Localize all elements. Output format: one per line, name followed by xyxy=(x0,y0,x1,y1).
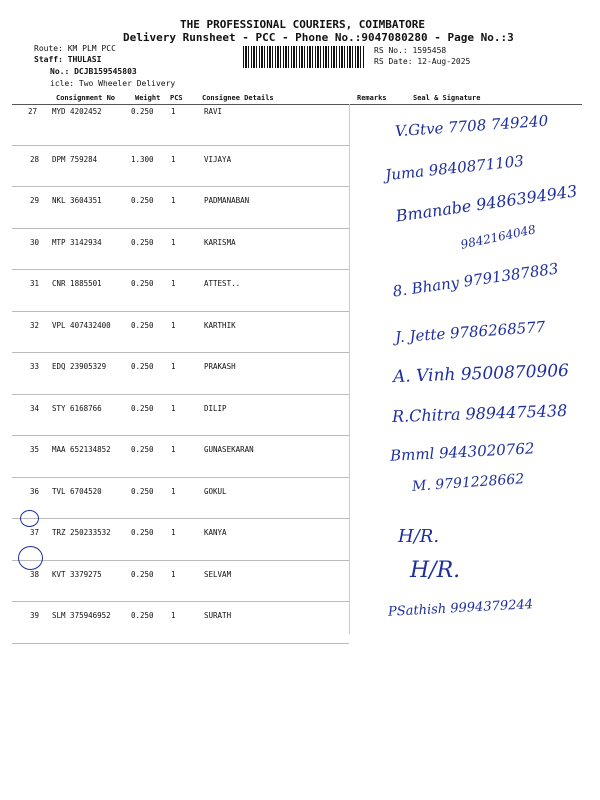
company-name: THE PROFESSIONAL COURIERS, COIMBATORE xyxy=(180,18,426,31)
consignee-name: KARISMA xyxy=(204,237,236,247)
pen-circle-mark xyxy=(18,546,43,570)
pcs-value: 1 xyxy=(171,320,176,330)
col-consignment-no: Consignment No xyxy=(56,94,116,102)
consignee-name: DILIP xyxy=(204,403,227,413)
rs-number: RS No.: 1595458 xyxy=(374,46,447,55)
weight-value: 0.250 xyxy=(131,320,154,330)
serial-number: 31 xyxy=(30,279,40,288)
handwritten-signature: V.Gtve 7708 749240 xyxy=(394,111,549,141)
col-remarks: Remarks xyxy=(357,94,387,102)
consignment-number: CNR 1885501 xyxy=(52,279,102,288)
consignment-number: NKL 3604351 xyxy=(52,196,102,205)
runsheet-subtitle: Delivery Runsheet - PCC - Phone No.:9047080280 - Page No.:3 xyxy=(123,31,514,44)
row-divider xyxy=(12,560,349,561)
weight-value: 0.250 xyxy=(131,279,154,288)
consignment-number: STY 6168766 xyxy=(52,403,102,413)
pcs-value: 1 xyxy=(171,279,176,288)
pcs-value: 1 xyxy=(171,528,176,537)
serial-number: 38 xyxy=(30,569,40,579)
consignee-name: KARTHIK xyxy=(204,320,236,330)
consignee-name: KANYA xyxy=(204,528,227,537)
doc-number: No.: DCJB159545803 xyxy=(50,67,137,76)
consignee-name: VIJAYA xyxy=(204,154,232,164)
handwritten-signature: 9842164048 xyxy=(459,221,537,252)
consignment-number: EDQ 23905329 xyxy=(52,362,107,371)
row-divider xyxy=(12,518,349,519)
consignee-name: GOKUL xyxy=(204,486,227,496)
serial-number: 29 xyxy=(30,196,40,205)
weight-value: 1.300 xyxy=(131,154,154,164)
consignment-number: VPL 407432400 xyxy=(52,320,111,330)
consignment-number: TRZ 250233532 xyxy=(52,528,111,537)
handwritten-signature: 8. Bhany 9791387883 xyxy=(391,259,560,301)
handwritten-signature: J. Jette 9786268577 xyxy=(394,317,546,346)
consignment-number: MAA 652134852 xyxy=(52,445,111,454)
consignee-name: GUNASEKARAN xyxy=(204,445,254,454)
pcs-value: 1 xyxy=(171,237,176,247)
weight-value: 0.250 xyxy=(131,403,154,413)
serial-number: 32 xyxy=(30,320,40,330)
serial-number: 34 xyxy=(30,403,40,413)
col-seal-signature: Seal & Signature xyxy=(413,94,481,102)
col-pcs: PCS xyxy=(170,94,183,102)
consignment-number: KVT 3379275 xyxy=(52,569,102,579)
consignee-name: RAVI xyxy=(204,107,223,116)
row-divider xyxy=(12,186,349,187)
pcs-value: 1 xyxy=(171,196,176,205)
consignee-name: PRAKASH xyxy=(204,362,236,371)
row-divider xyxy=(12,311,349,312)
serial-number: 33 xyxy=(30,362,40,371)
handwritten-signature: R.Chitra 9894475438 xyxy=(391,400,568,426)
consignee-name: SURATH xyxy=(204,611,232,620)
consignment-number: DPM 759284 xyxy=(52,154,98,164)
handwritten-signature: Bmanabe 9486394943 xyxy=(394,181,579,226)
handwritten-signature: Juma 9840871103 xyxy=(384,151,525,184)
weight-value: 0.250 xyxy=(131,611,154,620)
consignee-name: SELVAM xyxy=(204,569,232,579)
consignee-name: PADMANABAN xyxy=(204,196,250,205)
barcode-image xyxy=(243,46,365,68)
handwritten-signature: H/R. xyxy=(398,526,440,547)
serial-number: 39 xyxy=(30,611,40,620)
col-consignee-details: Consignee Details xyxy=(202,94,274,102)
serial-number: 27 xyxy=(28,107,38,116)
pcs-value: 1 xyxy=(171,486,176,496)
pcs-value: 1 xyxy=(171,611,176,620)
weight-value: 0.250 xyxy=(131,237,154,247)
weight-value: 0.250 xyxy=(131,362,154,371)
pcs-value: 1 xyxy=(171,403,176,413)
serial-number: 36 xyxy=(30,486,40,496)
pcs-value: 1 xyxy=(171,445,176,454)
consignment-number: SLM 375946952 xyxy=(52,611,111,620)
remarks-divider xyxy=(349,104,350,634)
vehicle-label: icle: Two Wheeler Delivery xyxy=(50,79,176,88)
serial-number: 37 xyxy=(30,528,40,537)
weight-value: 0.250 xyxy=(131,528,154,537)
row-divider xyxy=(12,477,349,478)
serial-number: 28 xyxy=(30,154,40,164)
row-divider xyxy=(12,228,349,229)
pcs-value: 1 xyxy=(171,107,176,116)
handwritten-signature: A. Vinh 9500870906 xyxy=(392,360,570,388)
row-divider xyxy=(12,394,349,395)
consignee-name: ATTEST.. xyxy=(204,279,241,288)
weight-value: 0.250 xyxy=(131,196,154,205)
row-divider xyxy=(12,269,349,270)
handwritten-signature: PSathish 9994379244 xyxy=(387,597,534,620)
weight-value: 0.250 xyxy=(131,107,154,116)
handwritten-signature: H/R. xyxy=(410,557,461,583)
header-rule xyxy=(12,104,582,105)
col-weight: Weight xyxy=(135,94,161,102)
row-divider xyxy=(12,352,349,353)
pcs-value: 1 xyxy=(171,362,176,371)
row-divider xyxy=(12,435,349,436)
pen-circle-mark xyxy=(20,510,39,527)
row-divider xyxy=(12,643,349,644)
rs-date: RS Date: 12-Aug-2025 xyxy=(374,57,471,66)
weight-value: 0.250 xyxy=(131,486,154,496)
pcs-value: 1 xyxy=(171,569,176,579)
weight-value: 0.250 xyxy=(131,569,154,579)
weight-value: 0.250 xyxy=(131,445,154,454)
serial-number: 35 xyxy=(30,445,40,454)
consignment-number: MTP 3142934 xyxy=(52,237,102,247)
consignment-number: MYD 4202452 xyxy=(52,107,102,116)
staff-label: Staff: THULASI xyxy=(34,55,102,64)
handwritten-signature: M. 9791228662 xyxy=(411,470,525,495)
serial-number: 30 xyxy=(30,237,40,247)
route-label: Route: KM PLM PCC xyxy=(34,44,116,53)
consignment-number: TVL 6704520 xyxy=(52,486,102,496)
row-divider xyxy=(12,601,349,602)
handwritten-signature: Bmml 9443020762 xyxy=(389,439,535,465)
row-divider xyxy=(12,145,349,146)
pcs-value: 1 xyxy=(171,154,176,164)
